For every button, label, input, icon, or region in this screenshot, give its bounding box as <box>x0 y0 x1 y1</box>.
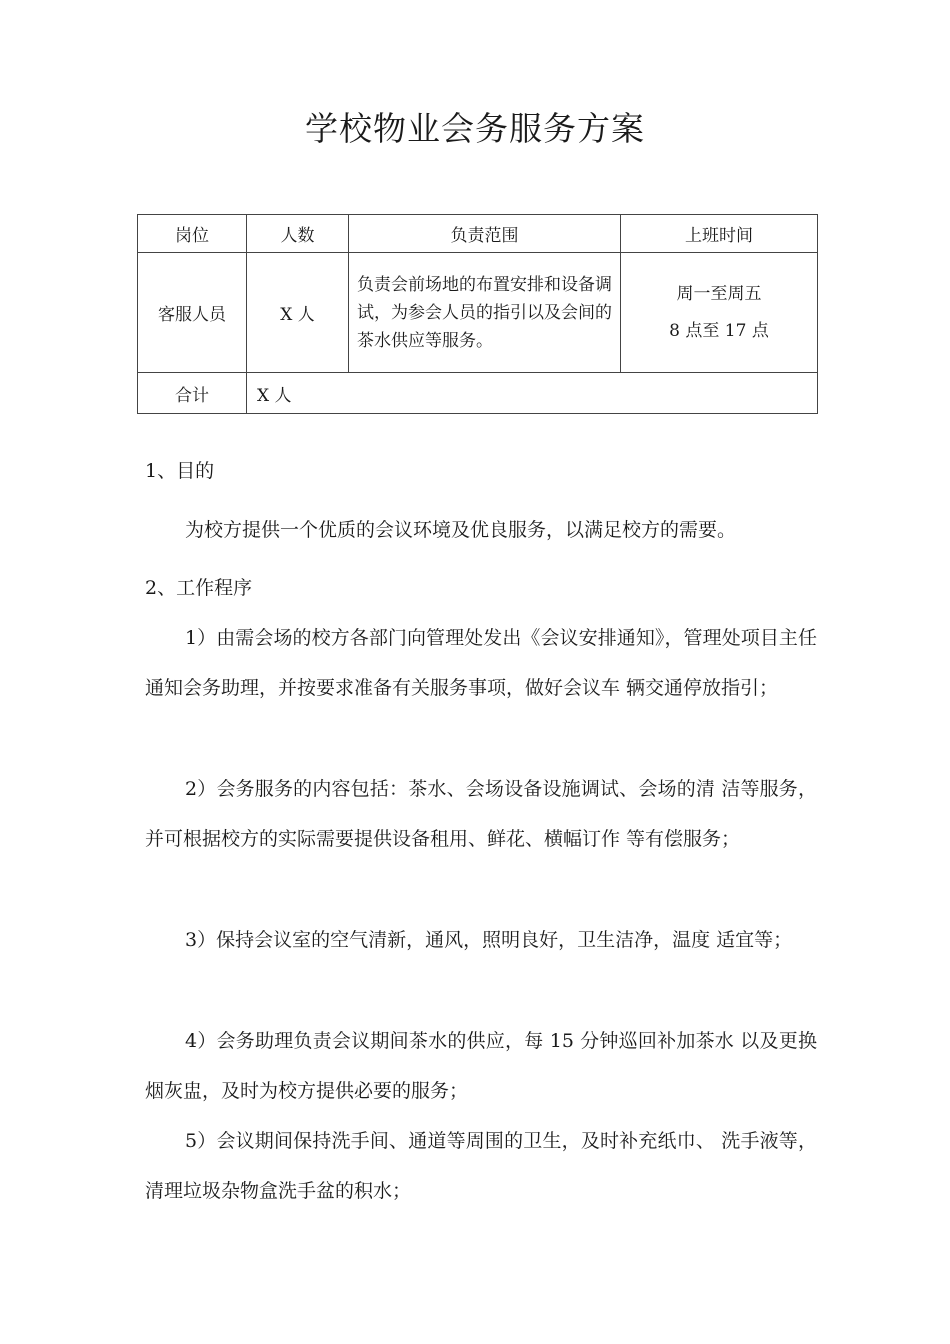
procedure-item-3: 3）保持会议室的空气清新，通风，照明良好，卫生洁净，温度 适宜等； <box>185 929 793 951</box>
staffing-table <box>137 214 818 414</box>
table-header-row <box>138 215 818 253</box>
section-heading-procedure: 2、工作程序 <box>145 577 253 599</box>
header-position: 岗位 <box>138 215 247 253</box>
section-heading-purpose: 1、目的 <box>145 460 215 482</box>
hours-days: 周一至周五 <box>676 283 762 304</box>
total-value: X 人 <box>247 373 818 414</box>
procedure-item-4: 4）会务助理负责会议期间茶水的供应，每 15 分钟巡回补加茶水 以及更换烟灰盅，及时为校方提供必要的服务； <box>145 1030 817 1102</box>
hours-time: 8 点至 17 点 <box>669 320 769 341</box>
header-count: 人数 <box>247 215 349 253</box>
procedure-item-2: 2）会务服务的内容包括：茶水、会场设备设施调试、会场的清 洁等服务，并可根据校方的实际需要提供设备租用、鲜花、横幅订作 等有偿服务； <box>145 778 817 850</box>
cell-scope: 负责会前场地的布置安排和设备调试，为参会人员的指引以及会间的茶水供应等服务。 <box>349 253 621 373</box>
cell-hours <box>621 253 818 373</box>
header-hours: 上班时间 <box>621 215 818 253</box>
document-title: 学校物业会务服务方案 <box>305 109 645 148</box>
procedure-item-1: 1）由需会场的校方各部门向管理处发出《会议安排通知》，管理处项目主任通知会务助理，并按要求准备有关服务事项，做好会议车 辆交通停放指引； <box>145 627 817 699</box>
cell-position: 客服人员 <box>138 253 247 373</box>
cell-count: X 人 <box>247 253 349 373</box>
table-total-row <box>138 373 818 414</box>
table-row <box>138 253 818 373</box>
total-label: 合计 <box>138 373 247 414</box>
procedure-item-5: 5）会议期间保持洗手间、通道等周围的卫生，及时补充纸巾、 洗手液等，清理垃圾杂物盒洗手盆的积水； <box>145 1130 817 1202</box>
header-scope: 负责范围 <box>349 215 621 253</box>
purpose-text: 为校方提供一个优质的会议环境及优良服务，以满足校方的需要。 <box>185 519 737 541</box>
